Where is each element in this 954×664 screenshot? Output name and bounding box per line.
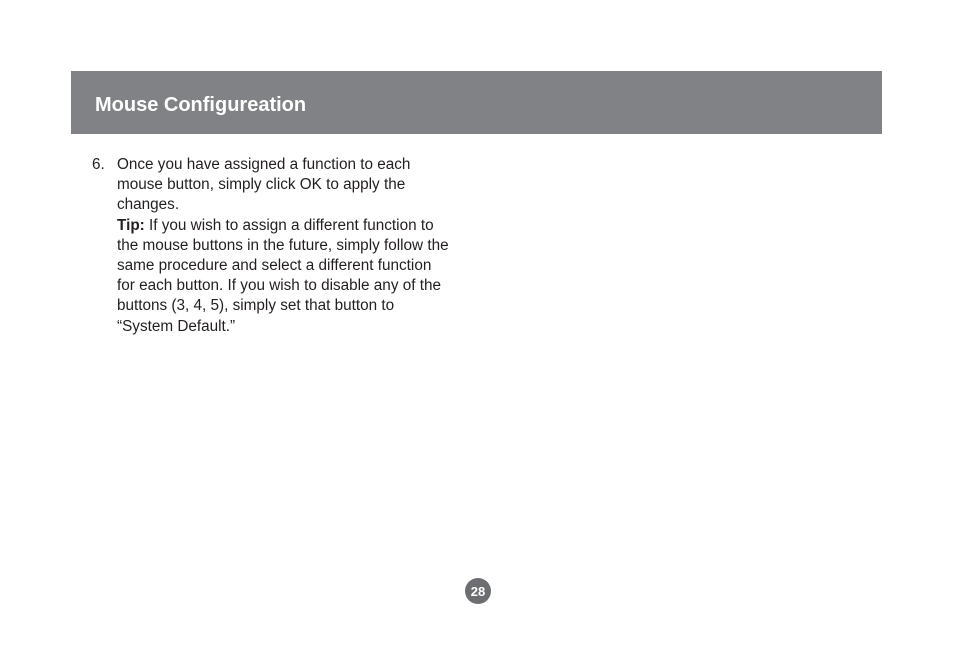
tip-line: for each button. If you wish to disable any of the: [117, 277, 441, 295]
tip-label: Tip:: [117, 216, 145, 234]
step-body: [117, 155, 487, 337]
tip-line: “System Default.”: [117, 317, 236, 335]
page-title: Mouse Configureation: [95, 94, 307, 116]
tip-text: If you wish to assign a different function to: [144, 216, 434, 234]
section-header: [71, 71, 882, 134]
tip-line: same procedure and select a different function: [117, 257, 432, 275]
page-number-badge: 28: [465, 578, 491, 604]
tip-first-line: [117, 216, 487, 236]
tip-line: the mouse buttons in the future, simply follow the: [117, 236, 449, 254]
instruction-line: Once you have assigned a function to each: [117, 156, 411, 173]
instruction-line: mouse button, simply click OK to apply the: [117, 176, 406, 194]
step-number: 6.: [92, 156, 105, 173]
instruction-line: changes.: [117, 196, 180, 214]
tip-line: buttons (3, 4, 5), simply set that button to: [117, 297, 395, 315]
